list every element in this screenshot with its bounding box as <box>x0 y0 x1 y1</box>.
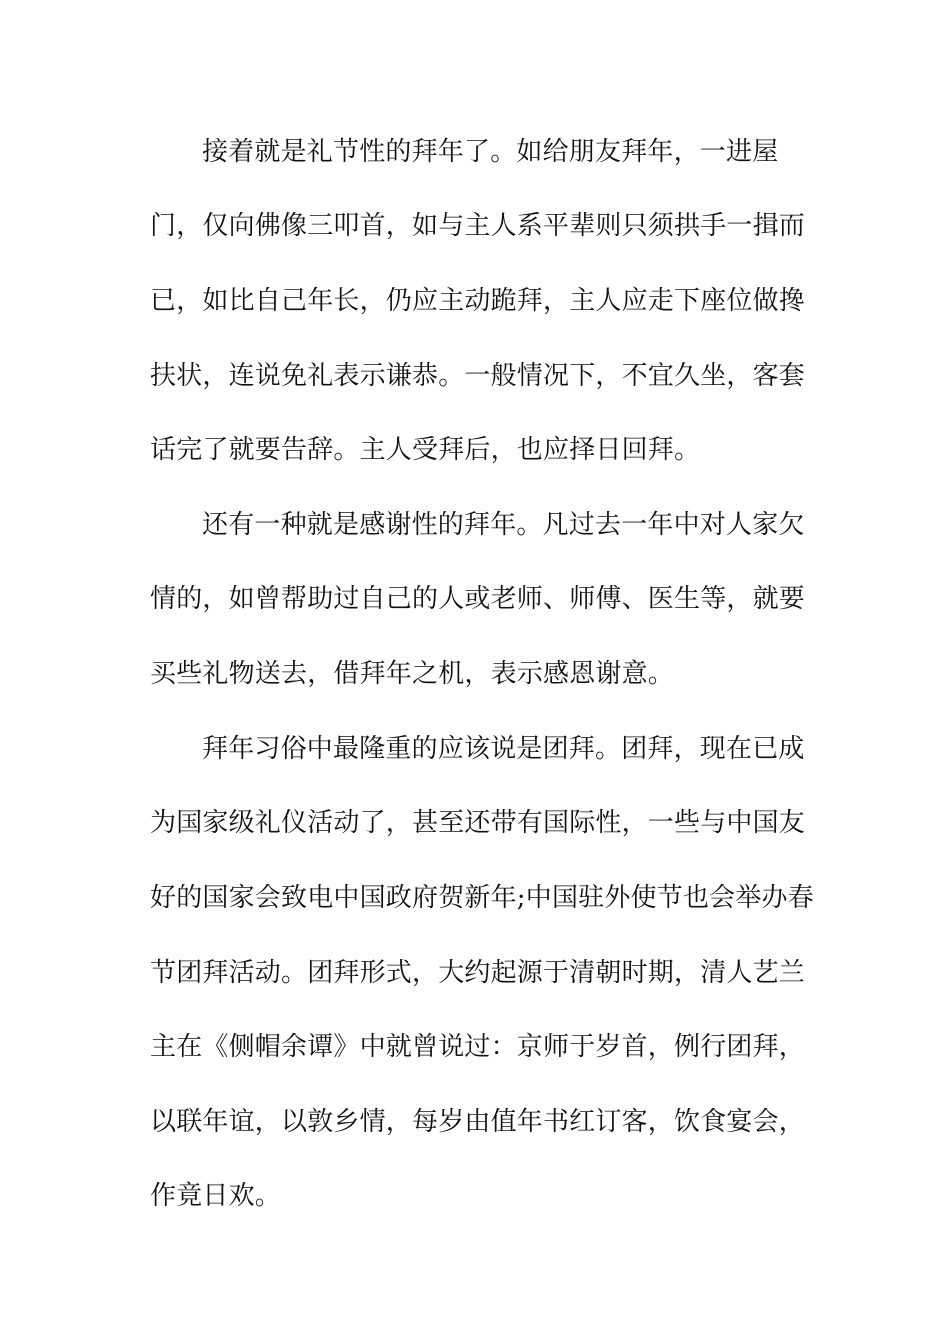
paragraph-1-line-1: 接着就是礼节性的拜年了。如给朋友拜年，一进屋 <box>202 137 779 167</box>
paragraph-1-line-3: 已，如比自己年长，仍应主动跪拜，主人应走下座位做搀 <box>150 286 806 316</box>
paragraph-3-line-4: 节团拜活动。团拜形式，大约起源于清朝时期，清人艺兰 <box>150 958 806 988</box>
paragraph-1-line-5: 话完了就要告辞。主人受拜后，也应择日回拜。 <box>150 435 701 465</box>
paragraph-3-line-2: 为国家级礼仪活动了，甚至还带有国际性，一些与中国友 <box>150 808 806 838</box>
paragraph-3-line-5: 主在《侧帽余谭》中就曾说过：京师于岁首，例行团拜， <box>150 1032 806 1062</box>
paragraph-3-line-7: 作竟日欢。 <box>150 1181 282 1211</box>
paragraph-3-line-6: 以联年谊，以敦乡情，每岁由值年书红订客，饮食宴会， <box>150 1107 806 1137</box>
paragraph-1-line-4: 扶状，连说免礼表示谦恭。一般情况下，不宜久坐，客套 <box>150 361 806 391</box>
paragraph-2-line-2: 情的，如曾帮助过自己的人或老师、师傅、医生等，就要 <box>150 584 806 614</box>
paragraph-3-line-3: 好的国家会致电中国政府贺新年;中国驻外使节也会举办春 <box>150 883 814 913</box>
paragraph-3-line-1: 拜年习俗中最隆重的应该说是团拜。团拜，现在已成 <box>202 734 805 764</box>
paragraph-2-line-3: 买些礼物送去，借拜年之机，表示感恩谢意。 <box>150 659 675 689</box>
paragraph-1-line-2: 门，仅向佛像三叩首，如与主人系平辈则只须拱手一揖而 <box>150 211 806 241</box>
paragraph-2-line-1: 还有一种就是感谢性的拜年。凡过去一年中对人家欠 <box>202 510 805 540</box>
